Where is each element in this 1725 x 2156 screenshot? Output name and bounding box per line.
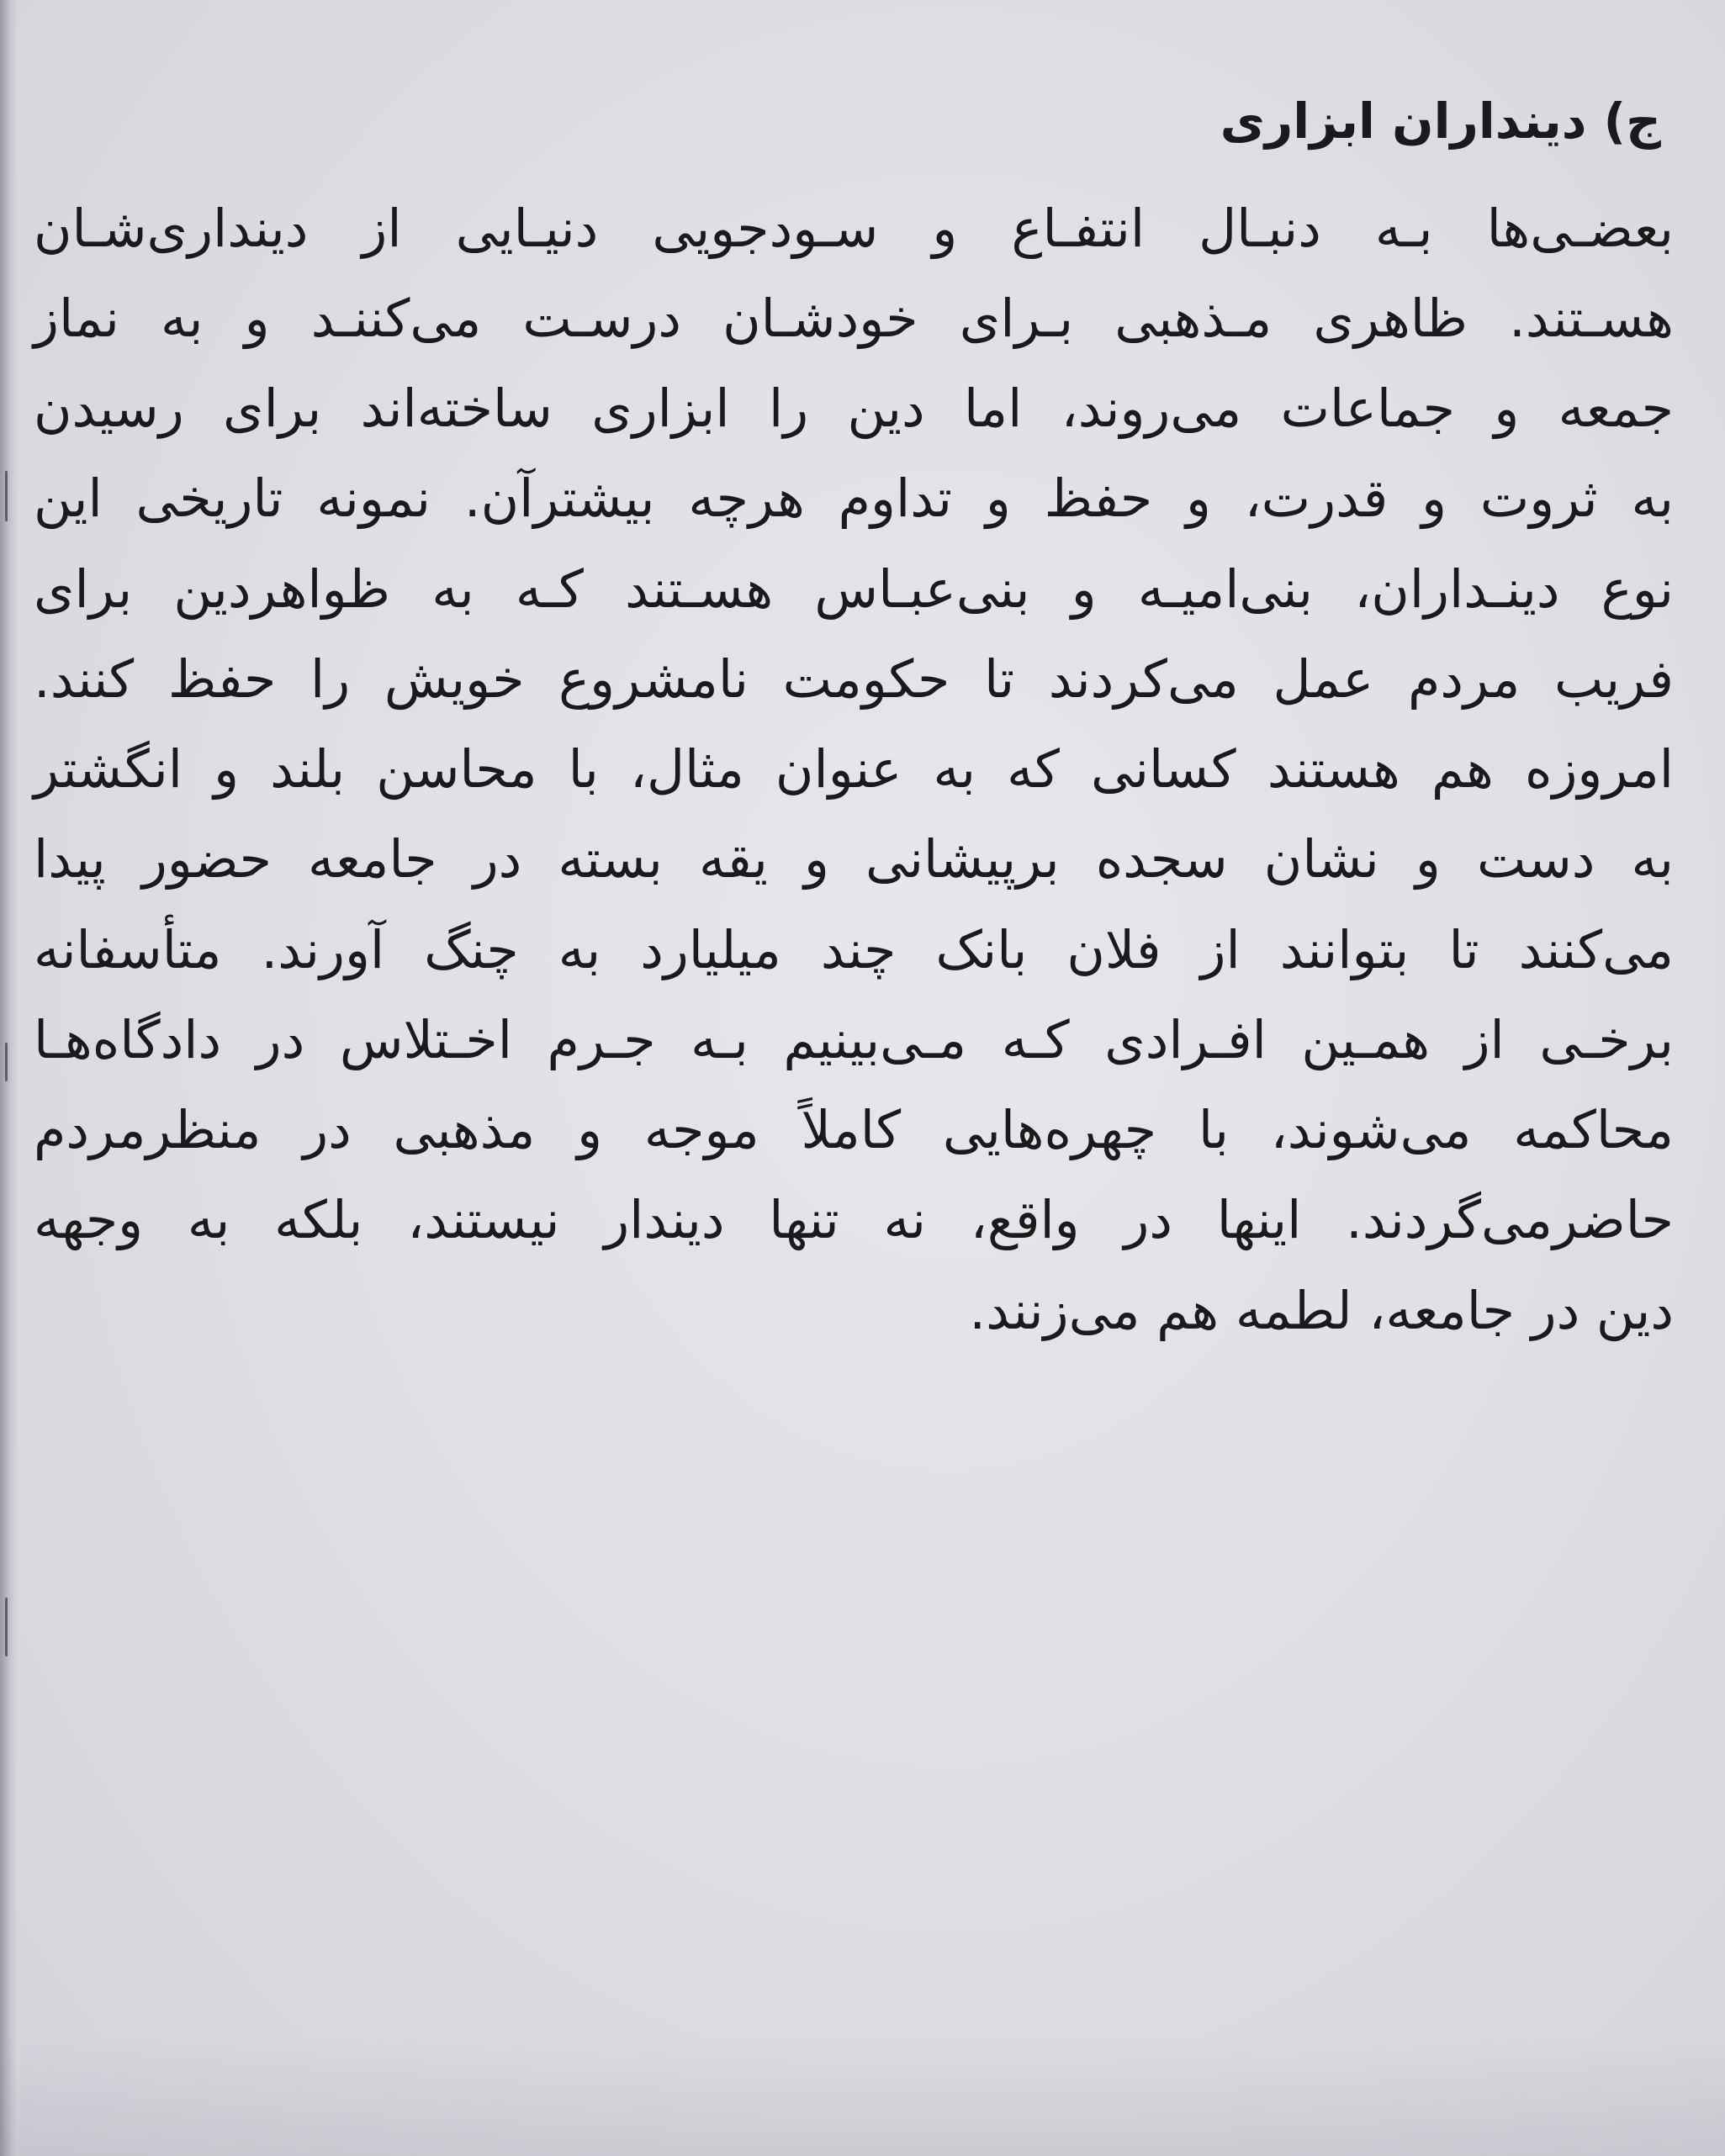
text-line: فریب مردم عمل می‌کردند تا حکومت نامشروع خویش را حفظ کنند. [34, 647, 1674, 710]
page-edge [0, 0, 19, 2156]
edge-mark [5, 471, 8, 521]
text-line: بعضـی‌ها بـه دنبـال انتفـاع و سـودجویی دنیـایی از دینداری‌شـان [34, 197, 1674, 259]
text-line: هسـتند. ظاهری مـذهبی بـرای خودشـان درسـت می‌کننـد و به نماز [34, 287, 1674, 349]
text-line: برخـی از همـین افـرادی کـه مـی‌بینیم بـه جـرم اخـتلاس در دادگاه‌هـا [34, 1008, 1674, 1070]
edge-mark [5, 1043, 8, 1081]
section-heading: ج) دینداران ابزاری [1220, 92, 1661, 150]
section-paragraph [34, 183, 1674, 1355]
book-page [34, 92, 1674, 1355]
text-line: دین در جامعه، لطمه هم می‌زنند. [969, 1279, 1674, 1341]
text-line: جمعه و جماعات می‌روند، اما دین را ابزاری ساخته‌اند برای رسیدن [34, 378, 1674, 440]
text-line: حاضرمی‌گردند. اینها در واقع، نه تنها دیندار نیستند، بلکه به وجهه [34, 1189, 1674, 1251]
text-line: محاکمه می‌شوند، با چهره‌هایی کاملاً موجه و مذهبی در منظرمردم [34, 1099, 1674, 1161]
edge-mark [5, 1598, 8, 1657]
text-line: به دست و نشان سجده برپیشانی و یقه بسته در جامعه حضور پیدا [34, 828, 1674, 890]
text-line: به ثروت و قدرت، و حفظ و تداوم هرچه بیشترآن. نمونه تاریخی این [34, 468, 1674, 530]
bottom-shadow [0, 2035, 1725, 2156]
text-line: نوع دینـداران، بنی‌امیـه و بنی‌عبـاس هسـتند کـه به ظواهردین برای [34, 557, 1674, 620]
text-line: می‌کنند تا بتوانند از فلان بانک چند میلیارد به چنگ آورند. متأسفانه [34, 918, 1674, 980]
text-line: امروزه هم هستند کسانی که به عنوان مثال، با محاسن بلند و انگشتر [34, 738, 1674, 801]
